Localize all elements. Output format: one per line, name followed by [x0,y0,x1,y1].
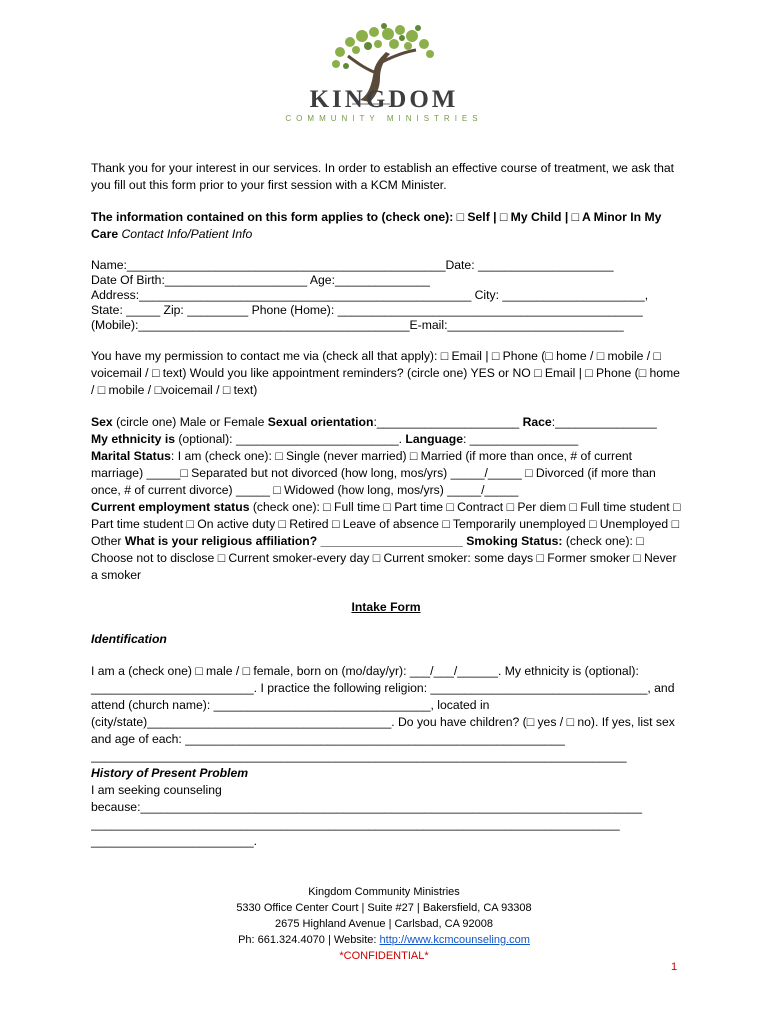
employment-options[interactable]: (check one): □ Full time □ Part time □ Contract □ Per diem □ Full time student □ Part time student □ On active duty □ Retired □ Leave of absence □ Temporarily unemployed □ Unemployed □ Other [91,500,681,548]
orientation-field[interactable]: :_____________________ [373,415,520,429]
footer [0,884,768,964]
intro-text: Thank you for your interest in our services. In order to establish an effective course of treatment, we ask that you fill out this form prior to your first session with a KCM Minister. [91,161,675,192]
history-line-4[interactable]: ________________________. [91,834,258,848]
ethnicity-label: My ethnicity is [91,432,175,446]
ethnicity-field[interactable]: (optional): ________________________. [178,432,403,446]
brand-name: KINGDOM [309,86,459,113]
sex-label: Sex [91,415,113,429]
footer-address-1: 5330 Office Center Court | Suite #27 | Bakersfield, CA 93308 [236,902,532,914]
contact-line-address[interactable]: Address:_________________________________________________ City: _____________________, [91,288,649,302]
history-line-2[interactable]: because:__________________________________________________________________________ [91,800,643,814]
race-label: Race [522,415,552,429]
website-link[interactable]: http://www.kcmcounseling.com [379,934,530,946]
language-field[interactable]: : ________________ [462,432,579,446]
contact-line-state[interactable]: State: _____ Zip: _________ Phone (Home): _____________________________________________ [91,303,643,317]
employment-row [91,499,681,584]
employment-label: Current employment status [91,500,250,514]
history-line-1: I am seeking counseling [91,783,222,797]
page-number: 1 [671,961,678,973]
smoking-options[interactable]: (check one): □ Choose not to disclose □ Current smoker-every day □ Current smoker: some days □ Former smoker □ Never a smoker [91,534,677,582]
footer-contact [0,932,768,948]
intake-title: Intake Form [351,600,421,614]
applies-tail: Contact Info/Patient Info [121,227,253,241]
marital-row [91,448,681,499]
marital-options[interactable]: : I am (check one): □ Single (never married) □ Married (if more than once, # of current marriage) _____□ Separated but not divorced (how long, mos/yrs) _____/_____ □ Divorced (if more than once, # of current divorce) _____ □ Widowed (how long, mos/yrs) _____/_____ [91,449,656,497]
applies-options[interactable]: □ Self | □ My Child | □ A Minor In My Care [91,210,662,241]
form-body [91,160,681,850]
identification-text[interactable]: I am a (check one) □ male / □ female, born on (mo/day/yr): ___/___/______. My ethnicity is (optional): ________________________. I practice the following religion: ________________________________, and attend (church name): ________________________________, located in (city/state)____________________________________. Do you have children? (□ yes / □ no). If yes, list sex and age of each: ________________________________________________________ [91,664,675,746]
contact-line-dob[interactable]: Date Of Birth:_____________________ Age:______________ [91,273,430,287]
contact-line-mobile[interactable]: (Mobile):________________________________________E-mail:__________________________ [91,318,624,332]
marital-label: Marital Status [91,449,171,463]
applies-label: The information contained on this form applies to (check one): [91,210,454,224]
race-field[interactable]: :_______________ [551,415,657,429]
orientation-label: Sexual orientation [267,415,374,429]
history-title: History of Present Problem [91,766,249,780]
permission-text[interactable]: You have my permission to contact me via (check all that apply): □ Email | □ Phone (□ home / □ mobile / □ voicemail / □ text) Would you like appointment reminders? (circle one) YES or NO □ Email | □ Phone (□ home / □ mobile / □voicemail / □ text) [91,349,680,397]
contact-line-name[interactable]: Name:_______________________________________________Date: ____________________ [91,258,614,272]
religion-label[interactable]: What is your religious affiliation? _____________________ [124,534,463,548]
applies-section [91,209,681,243]
history-line-3[interactable]: ______________________________________________________________________________ [91,817,620,831]
footer-phone: Ph: 661.324.4070 | Website: [238,934,377,946]
footer-address-2: 2675 Highland Avenue | Carlsbad, CA 92008 [275,918,493,930]
identification-title: Identification [91,632,167,646]
sex-options[interactable]: (circle one) Male or Female [116,415,265,429]
language-label: Language [405,432,463,446]
sex-row [91,414,681,431]
confidential-label: *CONFIDENTIAL* [339,950,429,962]
ethnicity-row [91,431,681,448]
rule-line: _______________________________________________________________________________ [91,749,627,763]
brand-subtitle: COMMUNITY MINISTRIES [285,114,483,123]
smoking-label: Smoking Status: [466,534,563,548]
footer-org: Kingdom Community Ministries [308,886,460,898]
